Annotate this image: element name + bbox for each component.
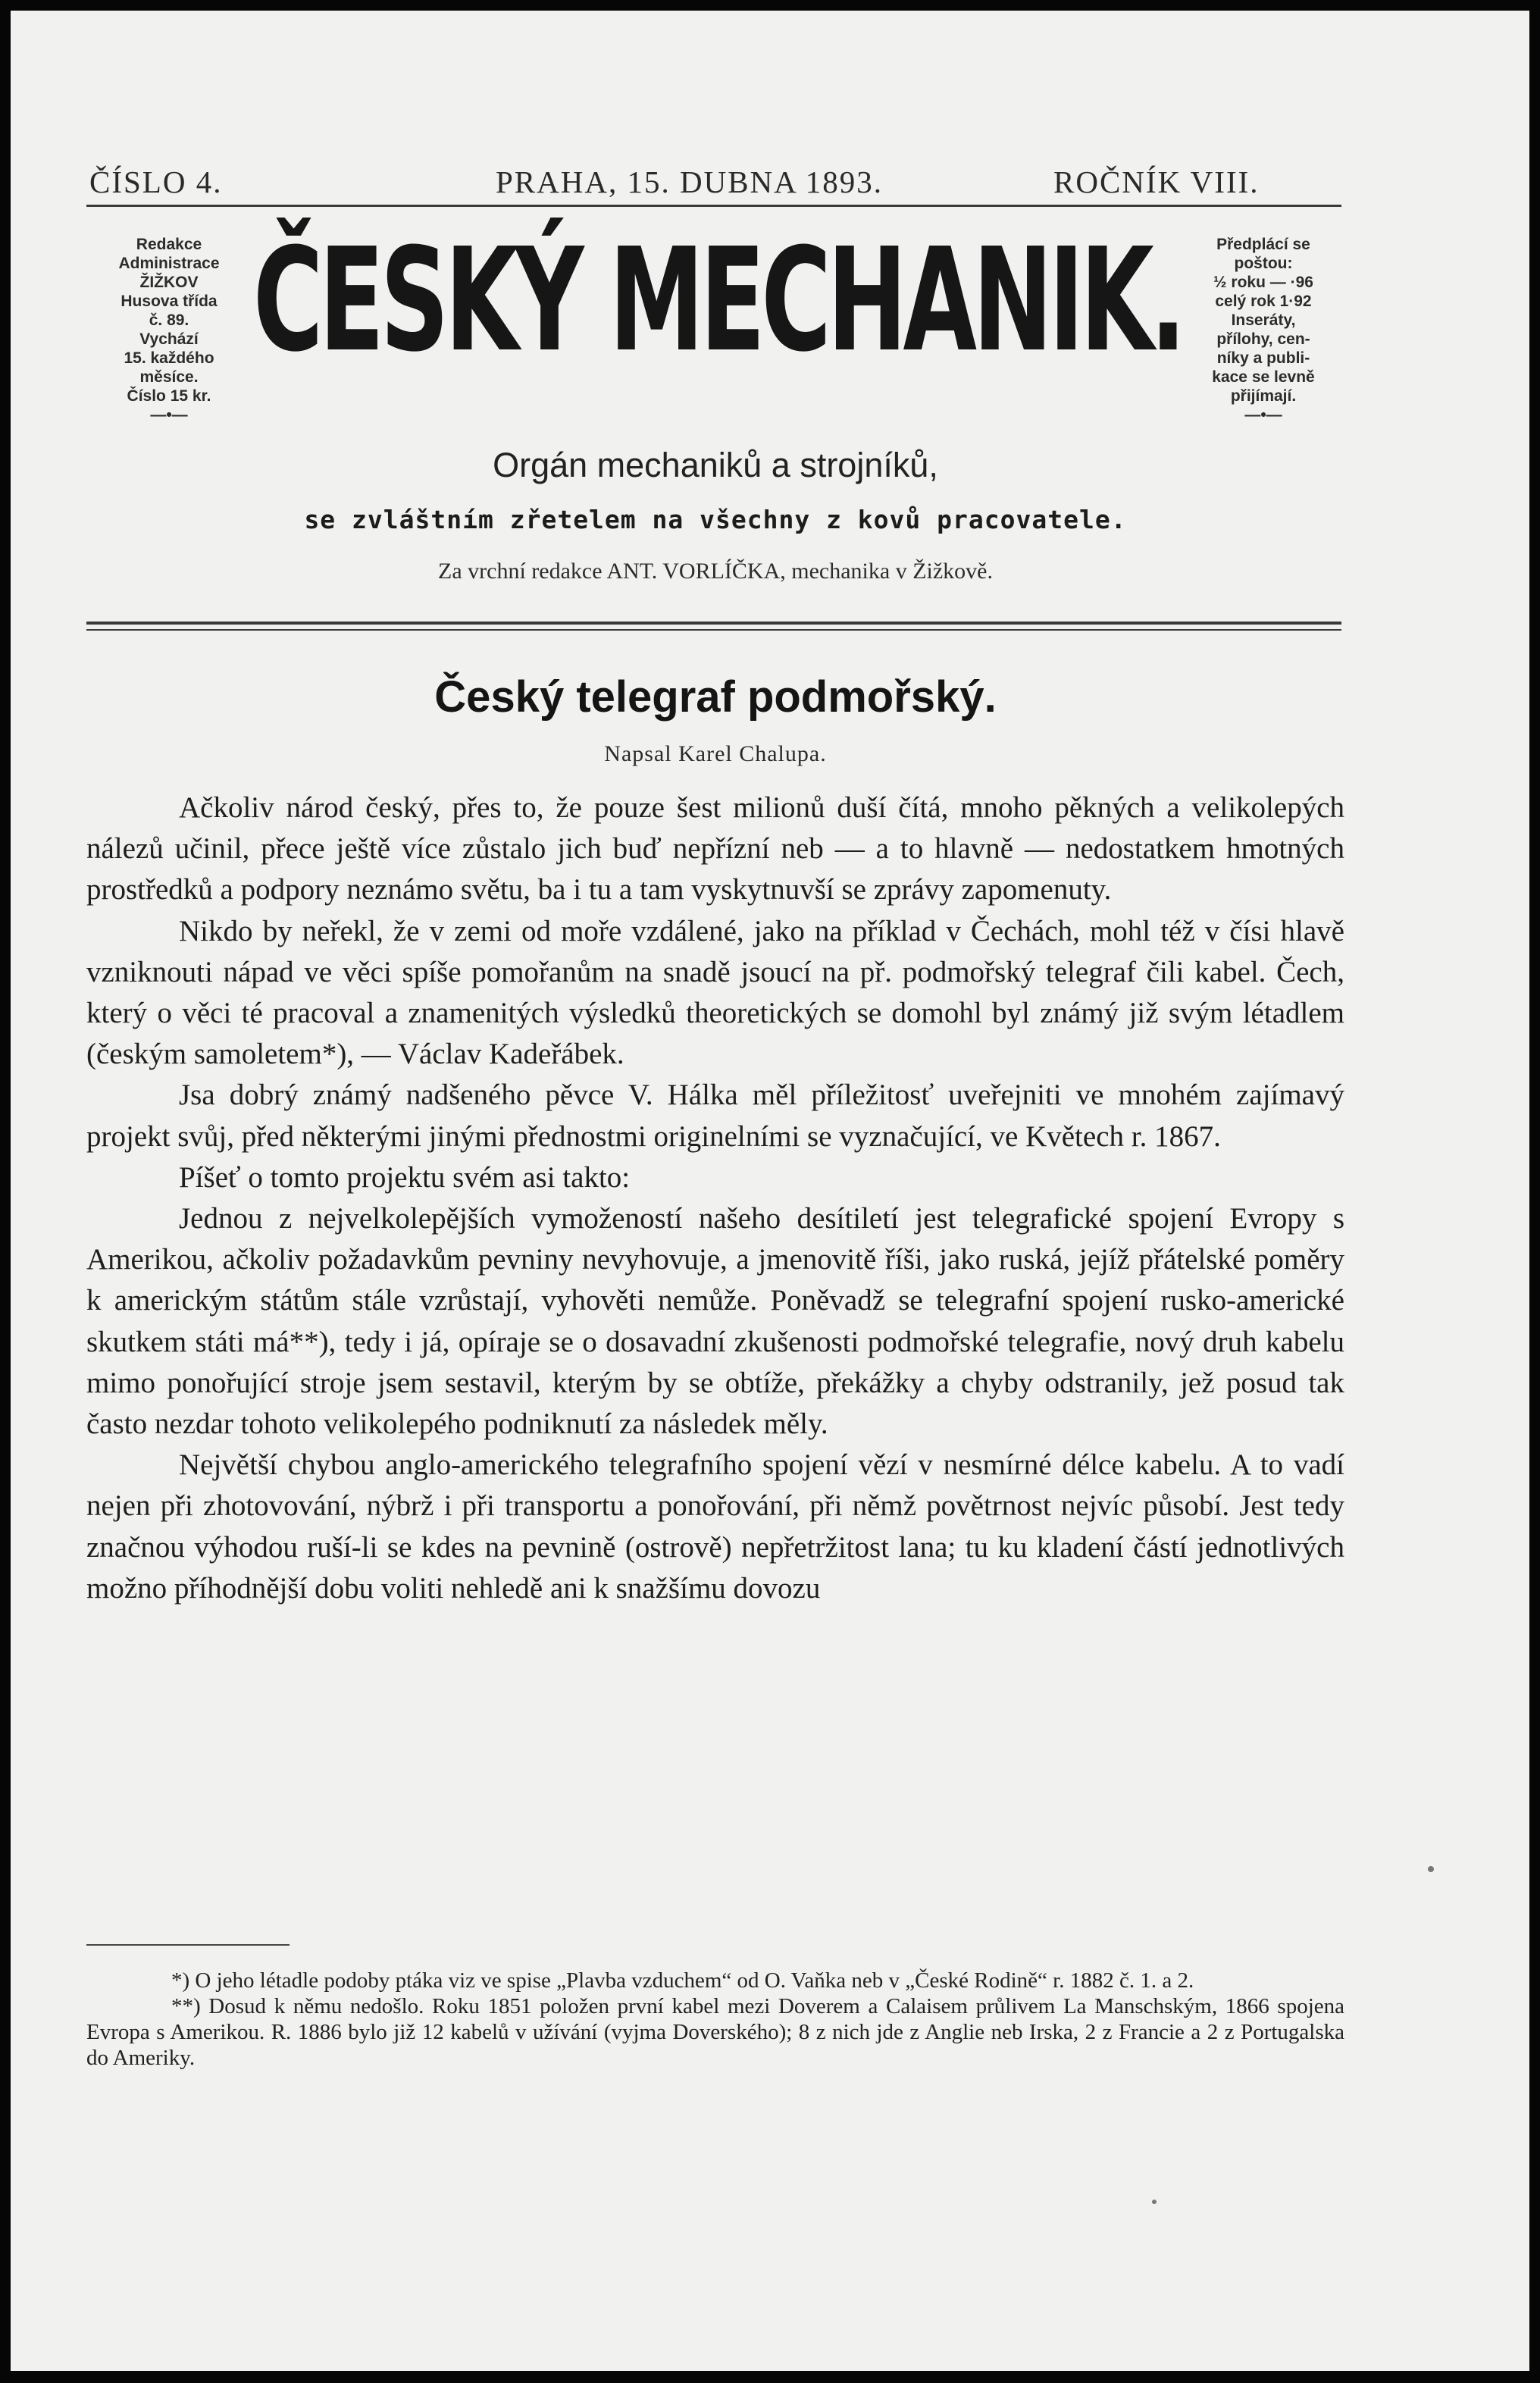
- volume-number: ROČNÍK VIII.: [1053, 164, 1260, 199]
- left-info-line: Administrace: [118, 255, 220, 272]
- right-info-line: kace se levně: [1212, 368, 1315, 386]
- right-info-line: Předplácí se: [1216, 236, 1310, 253]
- right-info-line: ½ roku — ·96: [1213, 274, 1313, 291]
- right-info-line: přílohy, cen-: [1216, 330, 1310, 348]
- right-info-line: celý rok 1·92: [1215, 293, 1312, 310]
- masthead-rule-thick: [86, 622, 1341, 625]
- left-info-line: 15. každého: [124, 349, 214, 367]
- header-rule: [86, 205, 1341, 207]
- article-title: Český telegraf podmořský.: [434, 672, 997, 722]
- left-info-line: Číslo 15 kr.: [127, 387, 211, 405]
- left-info-line: Vychází: [139, 330, 199, 348]
- masthead-title: ČESKÝ MECHANIK.: [253, 218, 1182, 384]
- right-info-line: poštou:: [1234, 255, 1293, 272]
- article-byline: Napsal Karel Chalupa.: [604, 741, 827, 766]
- footnotes: [86, 1968, 1344, 2071]
- right-ornament: —•—: [1244, 406, 1282, 424]
- issue-number: ČÍSLO 4.: [89, 164, 223, 199]
- article-paragraph: Nikdo by neřekl, že v zemi od moře vzdálené, jako na příklad v Čechách, mohl též v čísi hlavě vzniknouti nápad ve věci spíše pomořanům na snadě jsoucí na př. podmořský telegraf čili kabel. Čech, který o věci té pracoval a znamenitých výsledků theoretických se domohl byl známý již svým létadlem (českým samoletem*), — Václav Kadeřábek.: [86, 914, 1344, 1071]
- footnote: *) O jeho létadle podoby ptáka viz ve spise „Plavba vzduchem“ od O. Vaňka neb v „České Rodině“ r. 1882 č. 1. a 2.: [171, 1968, 1194, 1993]
- right-info-line: Inseráty,: [1231, 312, 1296, 329]
- masthead-subtitle: Orgán mechaniků a strojníků,: [493, 446, 938, 484]
- article-paragraph: Píšeť o tomto projektu svém asi takto:: [179, 1160, 631, 1194]
- newspaper-page: [11, 11, 1529, 2371]
- masthead-rule-thin: [86, 629, 1341, 631]
- right-info-line: níky a publi-: [1216, 349, 1310, 367]
- article-paragraph: Jsa dobrý známý nadšeného pěvce V. Hálka měl příležitosť uveřejniti ve mnohém zajímavý projekt svůj, před některými jinými přednostmi originelními se vyznačující, ve Květech r. 1867.: [86, 1079, 1344, 1153]
- left-info-line: ŽIŽKOV: [139, 274, 199, 291]
- masthead-tagline: se zvláštním zřetelem na všechny z kovů pracovatele.: [304, 505, 1127, 534]
- left-info-box: [89, 235, 249, 424]
- margin-speck: [1428, 1866, 1434, 1872]
- margin-speck: [1152, 2200, 1157, 2204]
- left-info-line: měsíce.: [139, 368, 199, 386]
- right-info-box: [1184, 235, 1343, 424]
- footnote-rule: [86, 1944, 290, 1946]
- footnote: **) Dosud k němu nedošlo. Roku 1851 položen první kabel mezi Doverem a Calaisem průlivem La Manschským, 1866 spojena Evropa s Amerikou. R. 1886 bylo již 12 kabelů v užívání (vyjma Doverského); 8 z nich jde z Anglie neb Irska, 2 z Francie a 2 z Portugalska do Ameriky.: [86, 1994, 1344, 2070]
- article-paragraph: Ačkoliv národ český, přes to, že pouze šest milionů duší čítá, mnoho pěkných a velikolepých nálezů učinil, přece ještě více zůstalo jich buď nepřízní neb — a to hlavně — nedostatkem hmotných prostředků a podpory neznámo světu, ba i tu a tam vyskytnuvší se zprávy zapomenuty.: [86, 791, 1344, 907]
- editor-line: Za vrchní redakce ANT. VORLÍČKA, mechanika v Žižkově.: [438, 559, 993, 584]
- left-info-line: č. 89.: [149, 312, 189, 329]
- left-ornament: —•—: [150, 406, 188, 424]
- right-info-line: přijímají.: [1230, 387, 1297, 405]
- article-body: [86, 788, 1344, 1609]
- left-info-line: Husova třída: [121, 293, 218, 310]
- place-date: PRAHA, 15. DUBNA 1893.: [496, 164, 883, 199]
- left-info-line: Redakce: [136, 236, 202, 253]
- article-paragraph: Největší chybou anglo-amerického telegrafního spojení vězí v nesmírné délce kabelu. A to vadí nejen při zhotovování, nýbrž i při transportu a ponořování, při němž povětrnost nejvíc působí. Jest tedy značnou výhodou ruší-li se kdes na pevnině (ostrově) nepřetržitost lana; tu ku kladení částí jednotlivých možno příhodnější dobu voliti nehledě ani k snažšímu dovozu: [86, 1448, 1344, 1605]
- article-paragraph: Jednou z nejvelkolepějších vymožeností našeho desítiletí jest telegrafické spojení Evropy s Amerikou, ačkoliv požadavkům pevniny nevyhovuje, a jmenovitě říši, jako ruská, jejíž přátelské poměry k americkým státům stále vzrůstají, vyhověti nemůže. Poněvadž se telegrafní spojení rusko-americké skutkem státi má**), tedy i já, opíraje se o dosavadní zkušenosti podmořské telegrafie, nový druh kabelu mimo ponořující stroje jsem sestavil, kterým by se obtíže, překážky a chyby odstranily, jež posud tak často nezdar tohoto velikolepého podniknutí za následek měly.: [86, 1202, 1344, 1441]
